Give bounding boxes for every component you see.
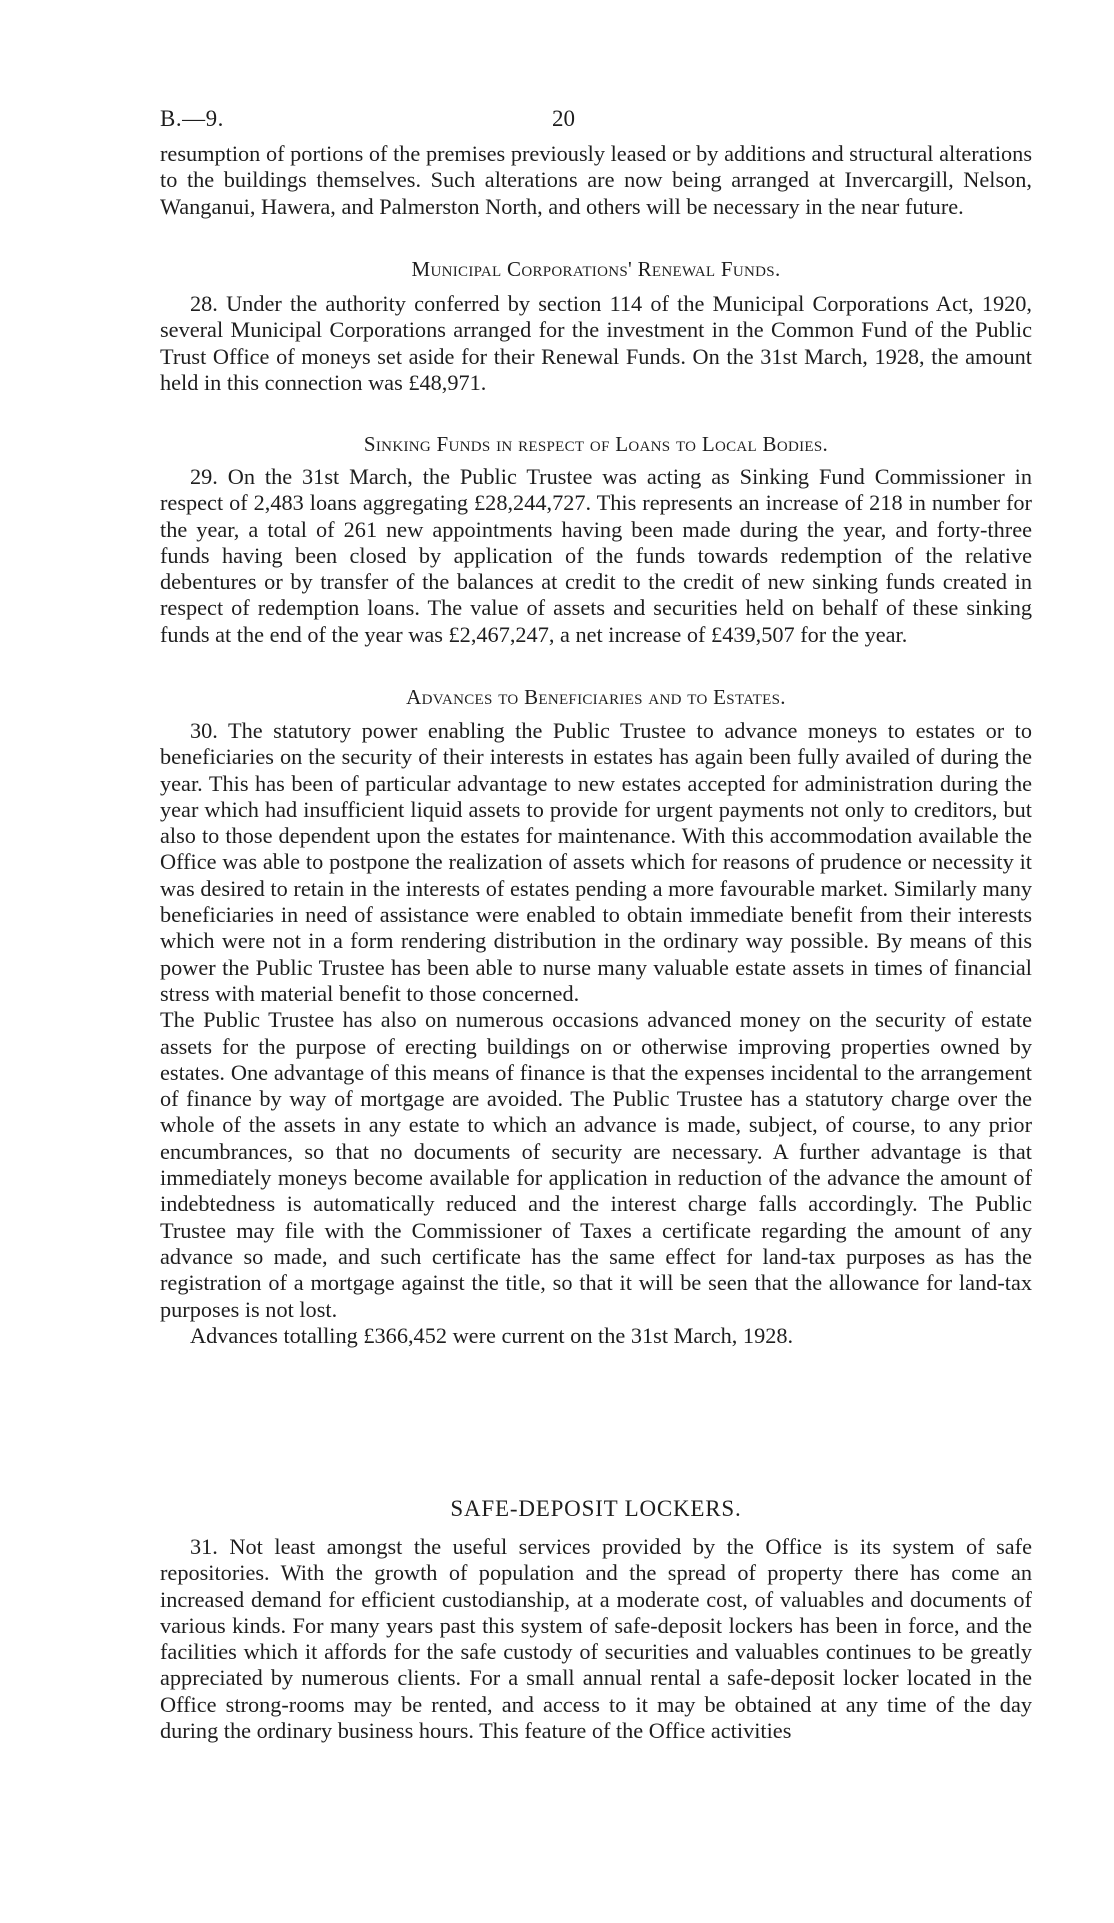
section-safe-deposit	[160, 1534, 1032, 1744]
section-advances	[160, 718, 1032, 1349]
heading-sinking-funds: Sinking Funds in respect of Loans to Local Bodies.	[363, 432, 829, 456]
page-number: 20	[552, 106, 575, 131]
intro-paragraph: resumption of portions of the premises previously leased or by additions and structural alterations to the buildings themselves. Such alterations are now being arranged at Invercargill, Nelson, Wanganui, Hawera, and Palmerston North, and others will be necessary in the near future.	[160, 141, 1032, 219]
heading-safe-deposit-lockers: SAFE-DEPOSIT LOCKERS.	[450, 1496, 742, 1521]
heading-advances: Advances to Beneficiaries and to Estates.	[406, 685, 786, 709]
paragraph-30: 30. The statutory power enabling the Public Trustee to advance moneys to estates or to beneficiaries on the security of their interests in estates has again been fully availed of during the year. This has been of particular advantage to new estates accepted for administration during the year which had insufficient liquid assets to provide for urgent payments not only to creditors, but also to those dependent upon the estates for maintenance. With this accommodation available the Office was able to postpone the realization of assets which for reasons of prudence or necessity it was desired to retain in the interests of estates pending a more favourable market. Similarly many beneficiaries in need of assistance were enabled to obtain immediate benefit from their interests which were not in a form rendering distribution in the ordinary way possible. By means of this power the Public Trustee has been able to nurse many valuable estate assets in times of financial stress with material benefit to those concerned.	[160, 718, 1032, 1006]
section-sinking	[160, 464, 1032, 648]
paragraph-28: 28. Under the authority conferred by section 114 of the Municipal Corporations Act, 1920, several Municipal Corporations arranged for the investment in the Common Fund of the Public Trust Office of moneys set aside for their Renewal Funds. On the 31st March, 1928, the amount held in this connection was £48,971.	[160, 291, 1032, 395]
intro-paragraph-block	[160, 141, 1032, 220]
paragraph-30-advances-total: Advances totalling £366,452 were current on the 31st March, 1928.	[190, 1322, 794, 1348]
heading-municipal-renewal-funds: Municipal Corporations' Renewal Funds.	[411, 257, 781, 281]
paragraph-29: 29. On the 31st March, the Public Trustee was acting as Sinking Fund Commissioner in respect of 2,483 loans aggregating £28,244,727. This represents an increase of 218 in number for the year, a total of 261 new appointments having been made during the year, and forty-three funds having been closed by application of the funds towards redemption of the relative debentures or by transfer of the balances at credit to the credit of new sinking funds created in respect of redemption loans. The value of assets and securities held on behalf of these sinking funds at the end of the year was £2,467,247, a net increase of £439,507 for the year.	[160, 464, 1032, 647]
paragraph-31: 31. Not least amongst the useful services provided by the Office is its system of safe repositories. With the growth of population and the spread of property there has come an increased demand for efficient custodianship, at a moderate cost, of valuables and documents of various kinds. For many years past this system of safe-deposit lockers has been in force, and the facilities which it affords for the safe custody of securities and valuables continues to be greatly appreciated by numerous clients. For a small annual rental a safe-deposit locker located in the Office strong-rooms may be rented, and access to it may be obtained at any time of the day during the ordinary business hours. This feature of the Office activities	[160, 1534, 1032, 1744]
section-municipal	[160, 291, 1032, 396]
paragraph-30-continued: The Public Trustee has also on numerous occasions advanced money on the security of estate assets for the purpose of erecting buildings on or otherwise improving properties owned by estates. One advantage of this means of finance is that the expenses incidental to the arrangement of finance by way of mortgage are avoided. The Public Trustee has a statutory charge over the whole of the assets in any estate to which an advance is made, subject, of course, to any prior encumbrances, so that no documents of security are necessary. A further advantage is that immediately moneys become available for application in reduction of the advance the amount of indebtedness is automatically reduced and the interest charge falls accordingly. The Public Trustee may file with the Commissioner of Taxes a certificate regarding the amount of any advance so made, and such certificate has the same effect for land-tax purposes as has the registration of a mortgage against the title, so that it will be seen that the allowance for land-tax purposes is not lost.	[160, 1007, 1032, 1322]
document-reference: B.—9.	[160, 106, 224, 131]
